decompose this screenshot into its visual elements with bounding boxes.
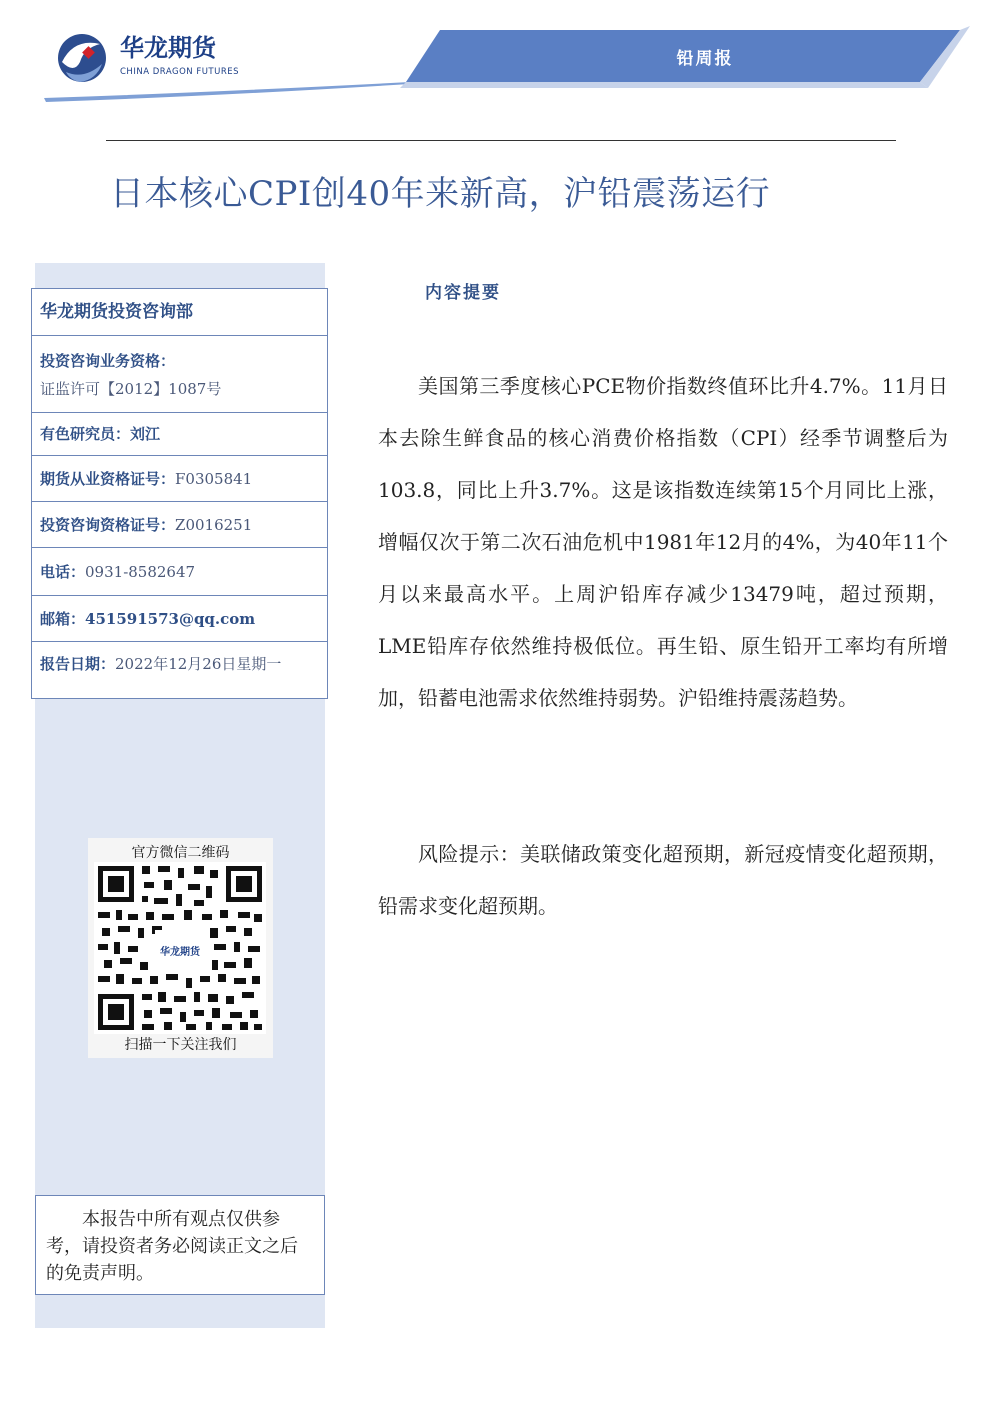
phone-value: 0931-8582647	[85, 563, 196, 581]
advisory-cert-row	[32, 502, 327, 548]
disclaimer-box: 本报告中所有观点仅供参考，请投资者务必阅读正文之后的免责声明。	[35, 1195, 325, 1295]
email-label: 邮箱：	[40, 610, 86, 628]
researcher-row	[32, 413, 327, 456]
advisory-cert-label: 投资咨询资格证号：	[40, 516, 176, 534]
qr-caption-top: 官方微信二维码	[131, 845, 230, 861]
dragon-emblem-icon	[58, 34, 106, 82]
qualification-value: 证监许可【2012】1087号	[40, 380, 222, 398]
futures-cert-label: 期货从业资格证号：	[40, 470, 176, 488]
researcher-label: 有色研究员：	[40, 425, 131, 443]
advisory-cert-value: Z0016251	[175, 516, 253, 534]
summary-paragraph: 美国第三季度核心PCE物价指数终值环比升4.7%。11月日本去除生鲜食品的核心消费价格指数（CPI）经季节调整后为103.8，同比上升3.7%。这是该指数连续第15个月同比上涨，增幅仅次于第二次石油危机中1981年12月的4%，为40年11个月以来最高水平。上周沪铅库存减少13479吨，超过预期，LME铅库存依然维持极低位。再生铅、原生铅开工率均有所增加，铅蓄电池需求依然维持弱势。沪铅维持震荡趋势。	[378, 374, 948, 710]
company-name-en: CHINA DRAGON FUTURES	[120, 67, 240, 77]
phone-label: 电话：	[40, 563, 86, 581]
qualification-label: 投资咨询业务资格：	[40, 352, 176, 370]
futures-cert-value: F0305841	[175, 470, 253, 488]
date-row	[32, 642, 327, 698]
futures-cert-row	[32, 456, 327, 502]
date-value: 2022年12月26日星期一	[115, 655, 282, 673]
email-row	[32, 596, 327, 642]
title-divider	[106, 140, 896, 141]
company-logo	[40, 18, 420, 102]
report-type-label: 铅周报	[676, 49, 734, 69]
company-name-cn: 华龙期货	[120, 34, 216, 62]
qualification-row	[32, 336, 327, 413]
researcher-value: 刘江	[130, 425, 161, 443]
risk-paragraph: 风险提示：美联储政策变化超预期，新冠疫情变化超预期，铅需求变化超预期。	[378, 842, 948, 918]
qr-caption-bottom: 扫描一下关注我们	[124, 1037, 237, 1053]
report-title: 日本核心CPI创40年来新高，沪铅震荡运行	[110, 174, 771, 214]
email-value[interactable]: 451591573@qq.com	[85, 610, 256, 628]
summary-heading: 内容提要	[425, 283, 501, 303]
analyst-info-box	[31, 288, 328, 699]
department-row	[32, 289, 327, 336]
date-label: 报告日期：	[40, 655, 116, 673]
wechat-qr-card	[88, 838, 273, 1058]
phone-row	[32, 548, 327, 596]
department-name: 华龙期货投资咨询部	[40, 302, 193, 322]
qr-center-logo: 华龙期货	[155, 930, 205, 960]
